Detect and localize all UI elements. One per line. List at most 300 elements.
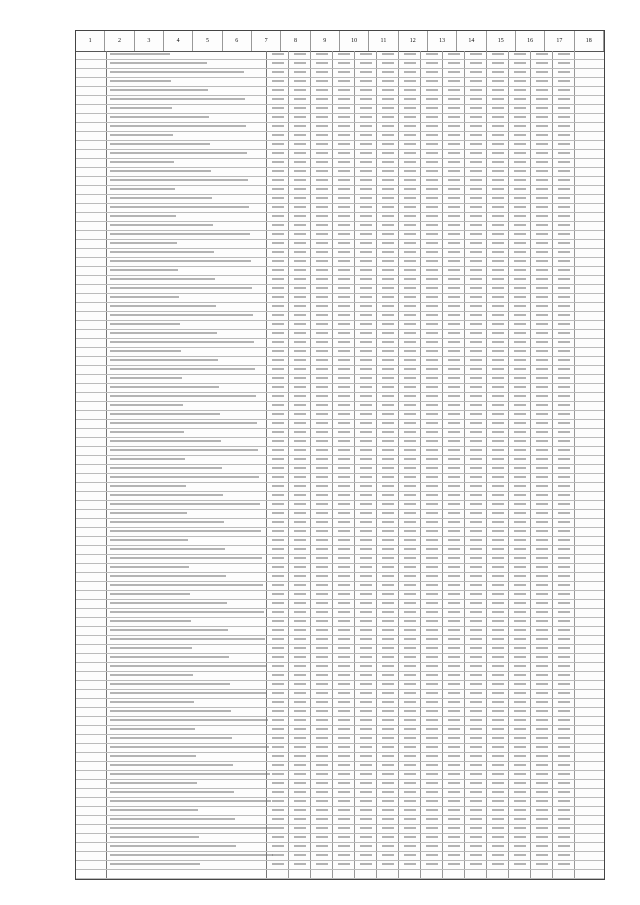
illegible-cell-value	[382, 332, 394, 334]
illegible-cell-value	[382, 134, 394, 136]
illegible-cell-value	[382, 755, 394, 757]
illegible-row-text	[110, 737, 232, 739]
illegible-cell-value	[558, 62, 570, 64]
illegible-cell-value	[316, 755, 328, 757]
illegible-row-text	[110, 197, 212, 199]
illegible-cell-value	[470, 683, 482, 685]
illegible-cell-value	[404, 206, 416, 208]
illegible-cell-value	[558, 377, 570, 379]
illegible-cell-value	[426, 647, 438, 649]
illegible-cell-value	[294, 440, 306, 442]
illegible-cell-value	[536, 539, 548, 541]
illegible-cell-value	[426, 368, 438, 370]
illegible-cell-value	[404, 557, 416, 559]
illegible-cell-value	[382, 458, 394, 460]
illegible-cell-value	[360, 863, 372, 865]
illegible-cell-value	[536, 404, 548, 406]
illegible-cell-value	[558, 521, 570, 523]
column-number-row	[76, 31, 604, 52]
illegible-cell-value	[514, 233, 526, 235]
illegible-cell-value	[360, 332, 372, 334]
illegible-cell-value	[514, 305, 526, 307]
illegible-cell-value	[338, 215, 350, 217]
illegible-cell-value	[316, 566, 328, 568]
illegible-cell-value	[316, 584, 328, 586]
illegible-cell-value	[404, 638, 416, 640]
illegible-cell-value	[360, 566, 372, 568]
illegible-cell-value	[470, 260, 482, 262]
illegible-cell-value	[470, 179, 482, 181]
illegible-cell-value	[360, 629, 372, 631]
illegible-cell-value	[426, 350, 438, 352]
illegible-row-text	[110, 521, 224, 523]
illegible-cell-value	[426, 845, 438, 847]
illegible-cell-value	[514, 539, 526, 541]
illegible-cell-value	[536, 620, 548, 622]
illegible-cell-value	[294, 620, 306, 622]
illegible-cell-value	[272, 467, 284, 469]
illegible-cell-value	[426, 179, 438, 181]
illegible-cell-value	[514, 224, 526, 226]
illegible-cell-value	[448, 584, 460, 586]
illegible-cell-value	[558, 557, 570, 559]
illegible-cell-value	[338, 566, 350, 568]
illegible-cell-value	[338, 656, 350, 658]
illegible-cell-value	[558, 287, 570, 289]
illegible-cell-value	[294, 710, 306, 712]
illegible-cell-value	[536, 719, 548, 721]
illegible-row-text	[110, 674, 193, 676]
illegible-cell-value	[404, 305, 416, 307]
illegible-cell-value	[448, 323, 460, 325]
illegible-cell-value	[470, 404, 482, 406]
illegible-cell-value	[404, 512, 416, 514]
illegible-cell-value	[514, 773, 526, 775]
illegible-cell-value	[448, 656, 460, 658]
illegible-cell-value	[426, 521, 438, 523]
illegible-cell-value	[558, 449, 570, 451]
illegible-cell-value	[404, 107, 416, 109]
illegible-cell-value	[338, 728, 350, 730]
illegible-cell-value	[536, 503, 548, 505]
illegible-cell-value	[382, 539, 394, 541]
illegible-cell-value	[360, 287, 372, 289]
illegible-cell-value	[272, 521, 284, 523]
illegible-cell-value	[536, 188, 548, 190]
illegible-cell-value	[426, 818, 438, 820]
illegible-cell-value	[448, 368, 460, 370]
illegible-cell-value	[448, 242, 460, 244]
illegible-cell-value	[316, 251, 328, 253]
illegible-row-text	[110, 611, 264, 613]
illegible-cell-value	[426, 143, 438, 145]
illegible-row-text	[110, 530, 261, 532]
illegible-cell-value	[272, 512, 284, 514]
illegible-cell-value	[360, 224, 372, 226]
illegible-row-text	[110, 629, 228, 631]
illegible-cell-value	[360, 602, 372, 604]
illegible-cell-value	[338, 548, 350, 550]
illegible-cell-value	[536, 656, 548, 658]
illegible-cell-value	[382, 323, 394, 325]
illegible-cell-value	[536, 197, 548, 199]
illegible-cell-value	[294, 53, 306, 55]
illegible-cell-value	[360, 440, 372, 442]
illegible-cell-value	[404, 548, 416, 550]
illegible-cell-value	[536, 341, 548, 343]
illegible-cell-value	[448, 440, 460, 442]
illegible-cell-value	[536, 62, 548, 64]
illegible-cell-value	[558, 233, 570, 235]
illegible-cell-value	[294, 404, 306, 406]
illegible-cell-value	[426, 71, 438, 73]
illegible-cell-value	[316, 152, 328, 154]
illegible-cell-value	[492, 620, 504, 622]
illegible-cell-value	[492, 215, 504, 217]
illegible-cell-value	[272, 368, 284, 370]
illegible-cell-value	[382, 431, 394, 433]
illegible-cell-value	[382, 287, 394, 289]
illegible-cell-value	[338, 638, 350, 640]
illegible-cell-value	[382, 269, 394, 271]
illegible-cell-value	[316, 386, 328, 388]
illegible-cell-value	[492, 521, 504, 523]
illegible-cell-value	[448, 521, 460, 523]
illegible-cell-value	[404, 341, 416, 343]
illegible-cell-value	[404, 161, 416, 163]
illegible-cell-value	[382, 233, 394, 235]
illegible-cell-value	[382, 647, 394, 649]
illegible-cell-value	[294, 242, 306, 244]
illegible-cell-value	[426, 683, 438, 685]
illegible-cell-value	[536, 791, 548, 793]
illegible-cell-value	[470, 116, 482, 118]
illegible-cell-value	[426, 62, 438, 64]
illegible-cell-value	[294, 638, 306, 640]
illegible-cell-value	[514, 170, 526, 172]
illegible-cell-value	[294, 530, 306, 532]
illegible-cell-value	[536, 368, 548, 370]
illegible-cell-value	[404, 737, 416, 739]
illegible-cell-value	[382, 305, 394, 307]
illegible-cell-value	[426, 548, 438, 550]
illegible-cell-value	[426, 170, 438, 172]
illegible-cell-value	[360, 386, 372, 388]
illegible-cell-value	[272, 386, 284, 388]
illegible-cell-value	[294, 800, 306, 802]
illegible-cell-value	[360, 62, 372, 64]
illegible-cell-value	[360, 413, 372, 415]
illegible-cell-value	[448, 764, 460, 766]
illegible-cell-value	[558, 143, 570, 145]
illegible-cell-value	[514, 161, 526, 163]
illegible-cell-value	[558, 359, 570, 361]
illegible-cell-value	[558, 98, 570, 100]
illegible-cell-value	[448, 458, 460, 460]
illegible-cell-value	[404, 323, 416, 325]
illegible-cell-value	[492, 476, 504, 478]
illegible-cell-value	[514, 512, 526, 514]
illegible-cell-value	[514, 476, 526, 478]
illegible-cell-value	[536, 557, 548, 559]
illegible-cell-value	[360, 359, 372, 361]
illegible-cell-value	[360, 305, 372, 307]
illegible-cell-value	[382, 260, 394, 262]
illegible-cell-value	[558, 485, 570, 487]
illegible-cell-value	[448, 674, 460, 676]
illegible-cell-value	[448, 503, 460, 505]
illegible-cell-value	[536, 125, 548, 127]
illegible-cell-value	[338, 188, 350, 190]
illegible-cell-value	[360, 530, 372, 532]
illegible-cell-value	[514, 809, 526, 811]
illegible-cell-value	[426, 755, 438, 757]
illegible-cell-value	[448, 260, 460, 262]
illegible-cell-value	[448, 773, 460, 775]
illegible-cell-value	[360, 548, 372, 550]
illegible-cell-value	[492, 791, 504, 793]
illegible-cell-value	[294, 323, 306, 325]
illegible-cell-value	[558, 620, 570, 622]
illegible-cell-value	[536, 854, 548, 856]
illegible-row-text	[110, 566, 189, 568]
illegible-cell-value	[382, 242, 394, 244]
illegible-cell-value	[382, 512, 394, 514]
illegible-cell-value	[272, 53, 284, 55]
illegible-cell-value	[382, 602, 394, 604]
illegible-cell-value	[338, 512, 350, 514]
illegible-cell-value	[360, 845, 372, 847]
illegible-cell-value	[470, 305, 482, 307]
illegible-row-text	[110, 656, 229, 658]
illegible-cell-value	[536, 458, 548, 460]
illegible-cell-value	[426, 260, 438, 262]
illegible-cell-value	[426, 656, 438, 658]
illegible-cell-value	[360, 296, 372, 298]
illegible-cell-value	[514, 152, 526, 154]
illegible-cell-value	[294, 665, 306, 667]
illegible-cell-value	[382, 566, 394, 568]
illegible-cell-value	[536, 233, 548, 235]
illegible-cell-value	[404, 278, 416, 280]
illegible-cell-value	[404, 431, 416, 433]
illegible-cell-value	[558, 791, 570, 793]
illegible-cell-value	[338, 467, 350, 469]
illegible-cell-value	[404, 674, 416, 676]
illegible-cell-value	[294, 359, 306, 361]
illegible-cell-value	[360, 521, 372, 523]
illegible-cell-value	[426, 314, 438, 316]
illegible-cell-value	[558, 179, 570, 181]
illegible-cell-value	[558, 854, 570, 856]
illegible-cell-value	[338, 314, 350, 316]
illegible-cell-value	[514, 818, 526, 820]
illegible-cell-value	[470, 386, 482, 388]
illegible-row-text	[110, 836, 199, 838]
illegible-row-text	[110, 620, 191, 622]
illegible-cell-value	[514, 827, 526, 829]
column-number: 16	[516, 31, 545, 51]
illegible-cell-value	[272, 557, 284, 559]
illegible-cell-value	[558, 296, 570, 298]
illegible-cell-value	[272, 863, 284, 865]
illegible-cell-value	[448, 746, 460, 748]
illegible-cell-value	[294, 368, 306, 370]
illegible-cell-value	[492, 647, 504, 649]
illegible-cell-value	[426, 215, 438, 217]
illegible-row-text	[110, 278, 215, 280]
illegible-cell-value	[316, 809, 328, 811]
illegible-cell-value	[514, 701, 526, 703]
illegible-cell-value	[536, 530, 548, 532]
illegible-cell-value	[448, 422, 460, 424]
illegible-cell-value	[404, 845, 416, 847]
illegible-cell-value	[404, 260, 416, 262]
illegible-cell-value	[470, 584, 482, 586]
illegible-cell-value	[558, 647, 570, 649]
illegible-cell-value	[316, 80, 328, 82]
illegible-row-text	[110, 701, 194, 703]
illegible-cell-value	[360, 620, 372, 622]
illegible-cell-value	[338, 602, 350, 604]
illegible-cell-value	[448, 431, 460, 433]
illegible-row-text	[110, 494, 223, 496]
illegible-cell-value	[294, 656, 306, 658]
illegible-cell-value	[426, 494, 438, 496]
illegible-cell-value	[492, 827, 504, 829]
illegible-cell-value	[272, 161, 284, 163]
illegible-cell-value	[492, 296, 504, 298]
illegible-row-text	[110, 62, 207, 64]
illegible-cell-value	[272, 359, 284, 361]
illegible-cell-value	[558, 593, 570, 595]
illegible-cell-value	[360, 215, 372, 217]
illegible-cell-value	[316, 530, 328, 532]
illegible-cell-value	[404, 152, 416, 154]
illegible-cell-value	[558, 368, 570, 370]
illegible-cell-value	[448, 71, 460, 73]
illegible-cell-value	[272, 791, 284, 793]
illegible-cell-value	[514, 80, 526, 82]
illegible-cell-value	[272, 647, 284, 649]
illegible-cell-value	[272, 854, 284, 856]
illegible-cell-value	[514, 440, 526, 442]
illegible-cell-value	[448, 683, 460, 685]
column-number: 2	[105, 31, 134, 51]
illegible-cell-value	[294, 611, 306, 613]
illegible-cell-value	[470, 161, 482, 163]
illegible-row-text	[110, 296, 179, 298]
illegible-cell-value	[514, 206, 526, 208]
illegible-cell-value	[492, 278, 504, 280]
illegible-cell-value	[316, 458, 328, 460]
illegible-cell-value	[470, 98, 482, 100]
illegible-cell-value	[316, 287, 328, 289]
illegible-cell-value	[558, 71, 570, 73]
illegible-cell-value	[338, 593, 350, 595]
illegible-cell-value	[360, 485, 372, 487]
illegible-cell-value	[536, 323, 548, 325]
illegible-cell-value	[338, 116, 350, 118]
illegible-cell-value	[382, 152, 394, 154]
illegible-cell-value	[536, 467, 548, 469]
illegible-cell-value	[470, 503, 482, 505]
illegible-cell-value	[514, 323, 526, 325]
illegible-cell-value	[492, 143, 504, 145]
illegible-cell-value	[316, 332, 328, 334]
illegible-cell-value	[448, 89, 460, 91]
illegible-cell-value	[360, 89, 372, 91]
illegible-cell-value	[536, 224, 548, 226]
illegible-cell-value	[360, 377, 372, 379]
illegible-row-text	[110, 431, 184, 433]
illegible-cell-value	[448, 80, 460, 82]
illegible-cell-value	[470, 188, 482, 190]
illegible-cell-value	[338, 863, 350, 865]
illegible-cell-value	[448, 611, 460, 613]
illegible-cell-value	[294, 593, 306, 595]
illegible-cell-value	[404, 530, 416, 532]
illegible-row-text	[110, 251, 214, 253]
illegible-cell-value	[536, 395, 548, 397]
illegible-cell-value	[536, 314, 548, 316]
illegible-cell-value	[272, 224, 284, 226]
illegible-cell-value	[426, 530, 438, 532]
column-number: 11	[369, 31, 398, 51]
illegible-cell-value	[272, 539, 284, 541]
illegible-cell-value	[426, 98, 438, 100]
illegible-row-text	[110, 359, 218, 361]
illegible-cell-value	[338, 692, 350, 694]
illegible-cell-value	[316, 557, 328, 559]
illegible-cell-value	[492, 71, 504, 73]
illegible-cell-value	[404, 476, 416, 478]
illegible-cell-value	[514, 530, 526, 532]
column-number: 12	[399, 31, 428, 51]
illegible-cell-value	[426, 161, 438, 163]
illegible-cell-value	[338, 845, 350, 847]
illegible-cell-value	[470, 620, 482, 622]
illegible-cell-value	[536, 476, 548, 478]
illegible-row-text	[110, 476, 259, 478]
illegible-cell-value	[470, 170, 482, 172]
illegible-cell-value	[558, 134, 570, 136]
illegible-cell-value	[536, 134, 548, 136]
illegible-cell-value	[382, 62, 394, 64]
illegible-cell-value	[448, 845, 460, 847]
illegible-cell-value	[338, 125, 350, 127]
illegible-cell-value	[514, 692, 526, 694]
illegible-cell-value	[316, 314, 328, 316]
illegible-cell-value	[514, 602, 526, 604]
illegible-cell-value	[448, 629, 460, 631]
illegible-cell-value	[382, 773, 394, 775]
illegible-row-text	[110, 692, 267, 694]
illegible-cell-value	[536, 548, 548, 550]
illegible-cell-value	[338, 701, 350, 703]
illegible-cell-value	[492, 692, 504, 694]
illegible-cell-value	[470, 602, 482, 604]
illegible-cell-value	[536, 575, 548, 577]
illegible-row-text	[110, 305, 216, 307]
illegible-row-text	[110, 386, 219, 388]
illegible-cell-value	[470, 692, 482, 694]
illegible-cell-value	[360, 278, 372, 280]
illegible-cell-value	[492, 404, 504, 406]
illegible-cell-value	[448, 269, 460, 271]
illegible-cell-value	[316, 107, 328, 109]
illegible-cell-value	[272, 143, 284, 145]
